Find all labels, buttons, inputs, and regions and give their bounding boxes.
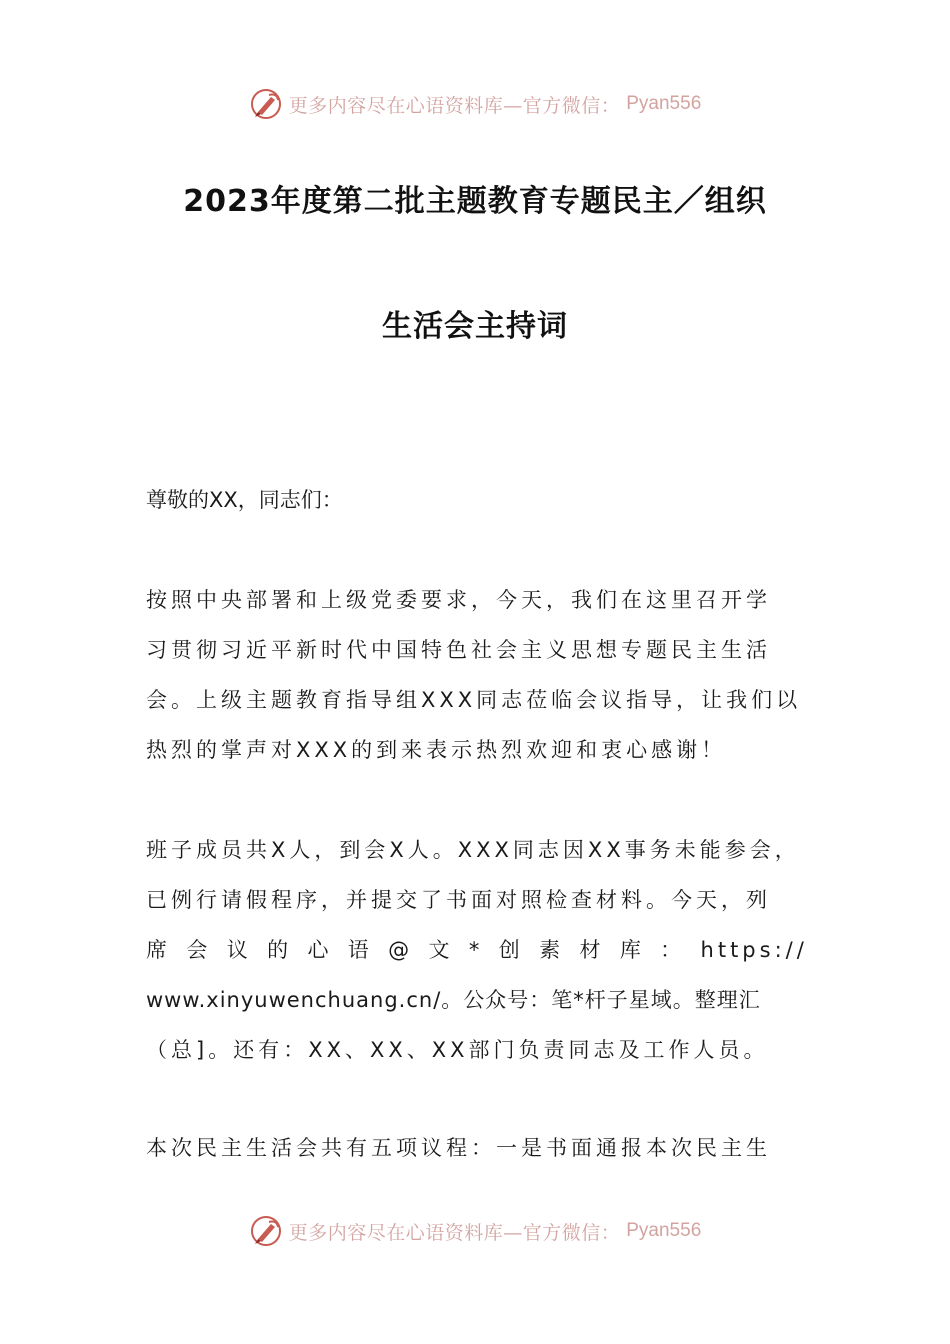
salutation: 尊敬的XX，同志们：	[146, 488, 343, 512]
spread-char: *	[468, 938, 484, 962]
spread-char: 会	[186, 938, 212, 962]
paragraph-line: 本次民主生活会共有五项议程：一是书面通报本次民主生	[146, 1136, 771, 1160]
paragraph-line: 已例行请假程序，并提交了书面对照检查材料。今天，列	[146, 888, 771, 912]
spread-char: ：	[660, 938, 686, 962]
watermark-handle: Pyan556	[626, 93, 702, 114]
watermark-header	[0, 84, 950, 124]
pen-nib-icon	[249, 87, 283, 121]
spread-char: 席	[146, 938, 171, 962]
paragraph-line: （总]。还有：XX、XX、XX部门负责同志及工作人员。	[146, 1038, 769, 1062]
watermark-text: 更多内容尽在心语资料库—官方微信：	[288, 94, 621, 117]
paragraph-line: 热烈的掌声对XXX的到来表示热烈欢迎和衷心感谢！	[146, 738, 727, 762]
spread-char: 材	[579, 938, 605, 962]
paragraph-line-justified	[146, 925, 808, 975]
spread-char: @	[388, 938, 414, 962]
spread-char: 素	[539, 938, 565, 962]
paragraph-line: 会。上级主题教育指导组XXX同志莅临会议指导，让我们以	[146, 688, 802, 712]
paragraph-line: www.xinyuwenchuang.cn/。公众号：笔*杆子星域。整理汇	[146, 988, 761, 1012]
spread-char: 创	[498, 938, 524, 962]
spread-char: 心	[307, 938, 333, 962]
spread-char: 文	[428, 938, 454, 962]
watermark-text: 更多内容尽在心语资料库—官方微信：	[288, 1221, 621, 1244]
paragraph-2	[146, 825, 808, 1075]
paragraph-line: 班子成员共X人，到会X人。XXX同志因XX事务未能参会，	[146, 838, 800, 862]
watermark-footer	[0, 1211, 950, 1251]
paragraph-1	[146, 575, 808, 775]
spread-char: https://	[700, 938, 808, 962]
spread-char: 库	[619, 938, 645, 962]
document-title-line1: 2023年度第二批主题教育专题民主／组织	[183, 184, 767, 219]
spread-char: 语	[347, 938, 373, 962]
document-title-line2: 生活会主持词	[382, 309, 568, 344]
paragraph-line: 习贯彻习近平新时代中国特色社会主义思想专题民主生活	[146, 638, 771, 662]
paragraph-3	[146, 1123, 808, 1173]
pen-nib-icon	[249, 1214, 283, 1248]
spread-char: 的	[267, 938, 293, 962]
spread-char: 议	[226, 938, 252, 962]
watermark-handle: Pyan556	[626, 1220, 702, 1241]
paragraph-line: 按照中央部署和上级党委要求，今天，我们在这里召开学	[146, 588, 771, 612]
